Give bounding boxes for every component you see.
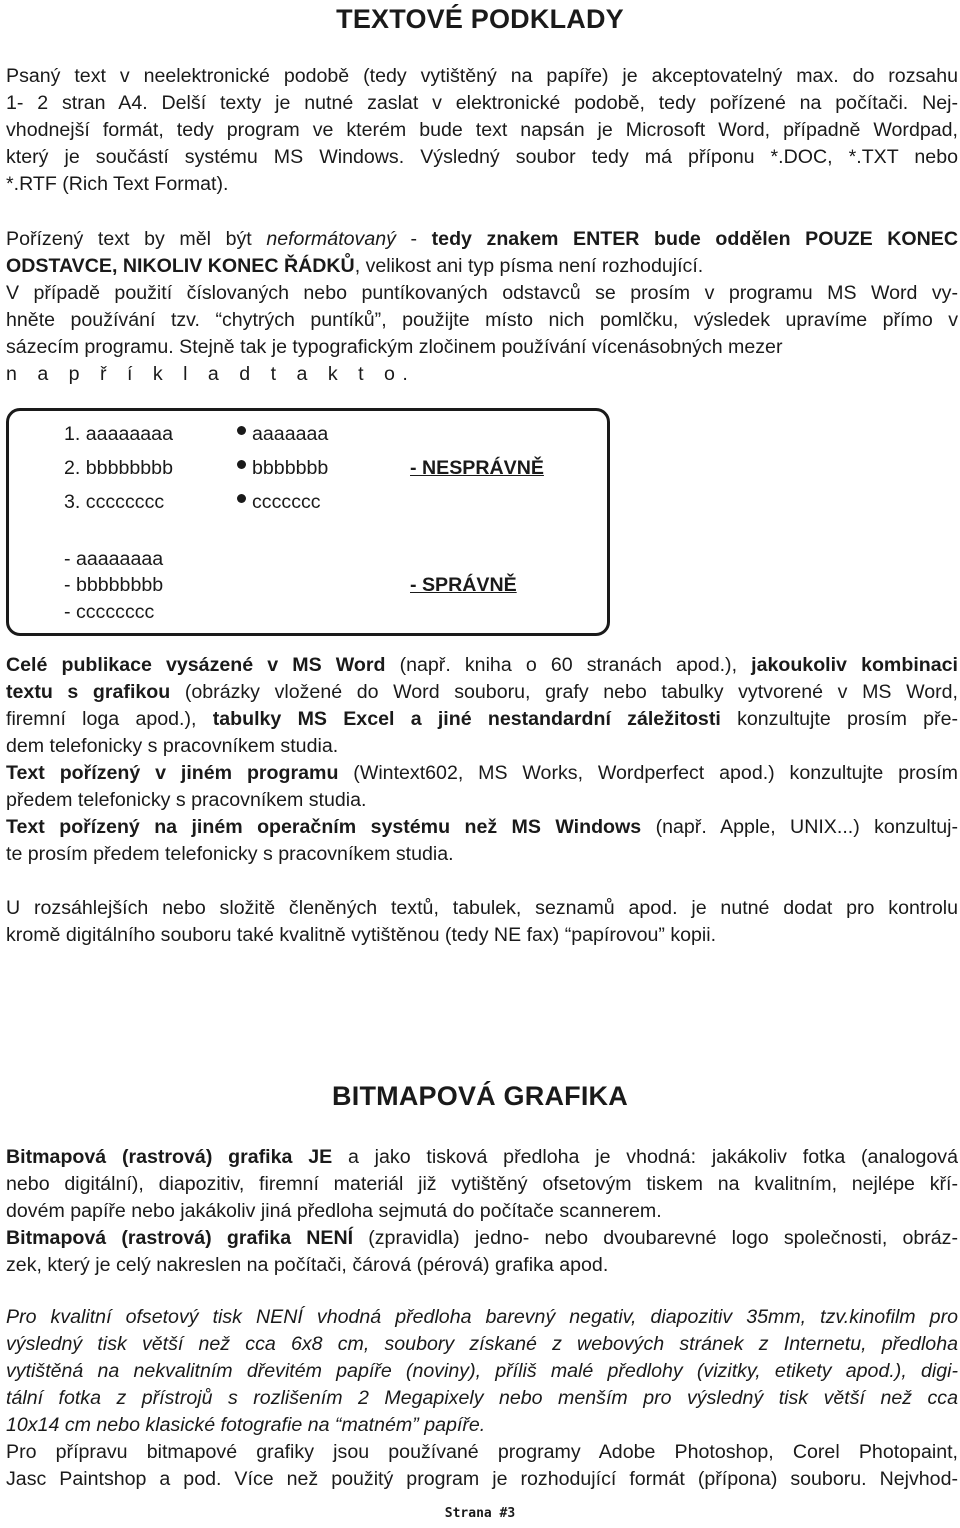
text-line: vhodnejší formát, tedy program ve kterém bude text napsán je Microsoft Word, případně Wordpad, (6, 119, 958, 141)
text-line: *.RTF (Rich Text Format). (6, 173, 229, 195)
text-line: V případě použití číslovaných nebo puntíkovaných odstavců se prosím v programu MS Word vy- (6, 282, 958, 304)
text-line (6, 1144, 958, 1171)
text-run: firemní loga apod.), (6, 708, 213, 730)
section-title-text: TEXTOVÉ PODKLADY (336, 4, 624, 34)
text-line: sázecím programu. Stejně tak je typografickým zločinem používání vícenásobných mezer (6, 336, 783, 358)
text-line: Psaný text v neelektronické podobě (tedy vytištěný na papíře) je akceptovatelný max. do rozsahu (6, 65, 958, 87)
text-line: zek, který je celý nakreslen na počítači, čárová (pérová) grafika apod. (6, 1254, 609, 1276)
text-line: nebo digitální), diapozitiv, firemní materiál již vytištěný ofsetovým tiskem na kvalitním, nejlépe kří- (6, 1173, 958, 1195)
text-run: (obrázky vložené do Word souboru, grafy nebo tabulky vytvorené v MS Word, (170, 681, 958, 703)
text-line: výsledný tisk větší než cca 6x8 cm, soubory získané z webových stránek z Internetu, předloha (6, 1333, 958, 1355)
text-line: n a p ř í k l a d t a k t o. (6, 363, 416, 385)
bold-text: Bitmapová (rastrová) grafika NENÍ (6, 1227, 354, 1249)
bulleted-item (237, 423, 328, 446)
paragraph-unformatted-text (6, 226, 958, 388)
text-run: - (395, 228, 432, 250)
text-line: dovém papíře nebo jakákoliv jiná předloha sejmutá do počítače scannerem. (6, 1200, 662, 1222)
bulleted-item (237, 457, 328, 480)
list-example-box (6, 408, 610, 636)
paragraph-bitmap-suitable (6, 1144, 958, 1279)
text-line (6, 1225, 958, 1252)
text-line: te prosím předem telefonicky s pracovníkem studia. (6, 843, 454, 865)
bold-text: textu s grafikou (6, 681, 171, 703)
paragraph-consult (6, 652, 958, 868)
bulleted-item-text: bbbbbbb (252, 457, 329, 479)
bold-text: Text pořízený v jiném programu (6, 762, 339, 784)
text-run: (zpravidla) jedno- nebo dvoubarevné logo společnosti, obráz- (353, 1227, 958, 1249)
text-run: a jako tisková předloha je vhodná: jakákoliv fotka (analogová (332, 1146, 958, 1168)
dashed-item: - bbbbbbbb (64, 574, 164, 596)
bold-text: tedy znakem ENTER bude oddělen POUZE KONEC (431, 228, 958, 250)
bold-text: Text pořízený na jiném operačním systému než MS Windows (6, 816, 642, 838)
text-line: tální fotka z přístrojů s rozlišením 2 Megapixely nebo menším pro výsledný tisk větší než cca (6, 1387, 958, 1409)
bold-text: Bitmapová (rastrová) grafika JE (6, 1146, 333, 1168)
text-line (6, 226, 958, 253)
text-line (6, 253, 958, 280)
text-line: dem telefonicky s pracovníkem studia. (6, 735, 339, 757)
bold-text: ODSTAVCE, NIKOLIV KONEC ŘÁDKŮ (6, 255, 355, 277)
paragraph-bitmap-programs (6, 1439, 958, 1493)
bulleted-item (237, 491, 321, 514)
text-line: kromě digitálního souboru také kvalitně vytištěnou (tedy NE fax) “papírovou” kopii. (6, 924, 717, 946)
text-line (6, 706, 958, 733)
emphasis-text: neformátovaný (266, 228, 396, 250)
wrong-label: - NESPRÁVNĚ (410, 457, 544, 479)
text-line (6, 760, 958, 787)
text-run: (např. Apple, UNIX...) konzultuj- (641, 816, 958, 838)
section-title-bitmap: BITMAPOVÁ GRAFIKA (332, 1081, 628, 1111)
text-run: (např. kniha o 60 stranách apod.), (385, 654, 752, 676)
text-run: Pořízený text by měl být (6, 228, 267, 250)
text-line: předem telefonicky s pracovníkem studia. (6, 789, 367, 811)
bullet-icon (237, 460, 246, 469)
numbered-item: 1. aaaaaaaa (64, 423, 173, 445)
numbered-item: 2. bbbbbbbb (64, 457, 173, 479)
bold-text: jakoukoliv kombinaci (751, 654, 958, 676)
text-line: Pro kvalitní ofsetový tisk NENÍ vhodná předloha barevný negativ, diapozitiv 35mm, tzv.kinofilm pro (6, 1306, 958, 1328)
text-line: který je součástí systému MS Windows. Výsledný soubor tedy má příponu *.DOC, *.TXT nebo (6, 146, 958, 168)
dashed-item: - cccccccc (64, 601, 155, 623)
text-run: , velikost ani typ písma není rozhodující. (354, 255, 704, 277)
text-line: 10x14 cm nebo klasické fotografie na “matném” papíře. (6, 1414, 486, 1436)
bullet-icon (237, 494, 246, 503)
bold-text: tabulky MS Excel a jiné nestandardní záležitosti (212, 708, 721, 730)
correct-label: - SPRÁVNĚ (410, 574, 517, 596)
text-line: Jasc Paintshop a pod. Více než použitý program je rozhodující formát (přípona) souboru. Nejvhod- (6, 1468, 958, 1490)
text-line (6, 814, 958, 841)
text-line: 1- 2 stran A4. Delší texty je nutné zaslat v elektronické podobě, tedy pořízené na počítači. Nej- (6, 92, 958, 114)
paragraph-print-limits (6, 63, 958, 198)
text-line (6, 679, 958, 706)
text-line: vytištěná na nekvalitním dřevitém papíře (noviny), příliš malé předlohy (vizitky, etikety apod.), digi- (6, 1360, 958, 1382)
bold-text: Celé publikace vysázené v MS Word (6, 654, 386, 676)
text-line: U rozsáhlejších nebo složitě členěných textů, tabulek, seznamů apod. je nutné dodat pro kontrolu (6, 897, 958, 919)
text-line: hněte používání tzv. “chytrých puntíků”, použijte místo nich pomlčku, výsledek upravíme přímo v (6, 309, 958, 331)
dashed-item: - aaaaaaaa (64, 548, 164, 570)
text-run: konzultujte prosím pře- (720, 708, 958, 730)
text-run: (Wintext602, MS Works, Wordperfect apod.) konzultujte prosím (338, 762, 958, 784)
text-line (6, 652, 958, 679)
paragraph-printed-copy (6, 895, 958, 949)
bullet-icon (237, 426, 246, 435)
bulleted-item-text: aaaaaaa (252, 423, 329, 445)
bulleted-item-text: ccccccc (252, 491, 321, 513)
page-number: Strana #3 (444, 1506, 516, 1521)
numbered-item: 3. cccccccc (64, 491, 165, 513)
text-line: Pro přípravu bitmapové grafiky jsou používané programy Adobe Photoshop, Corel Photopaint, (6, 1441, 958, 1463)
paragraph-bitmap-unsuitable (6, 1304, 958, 1439)
